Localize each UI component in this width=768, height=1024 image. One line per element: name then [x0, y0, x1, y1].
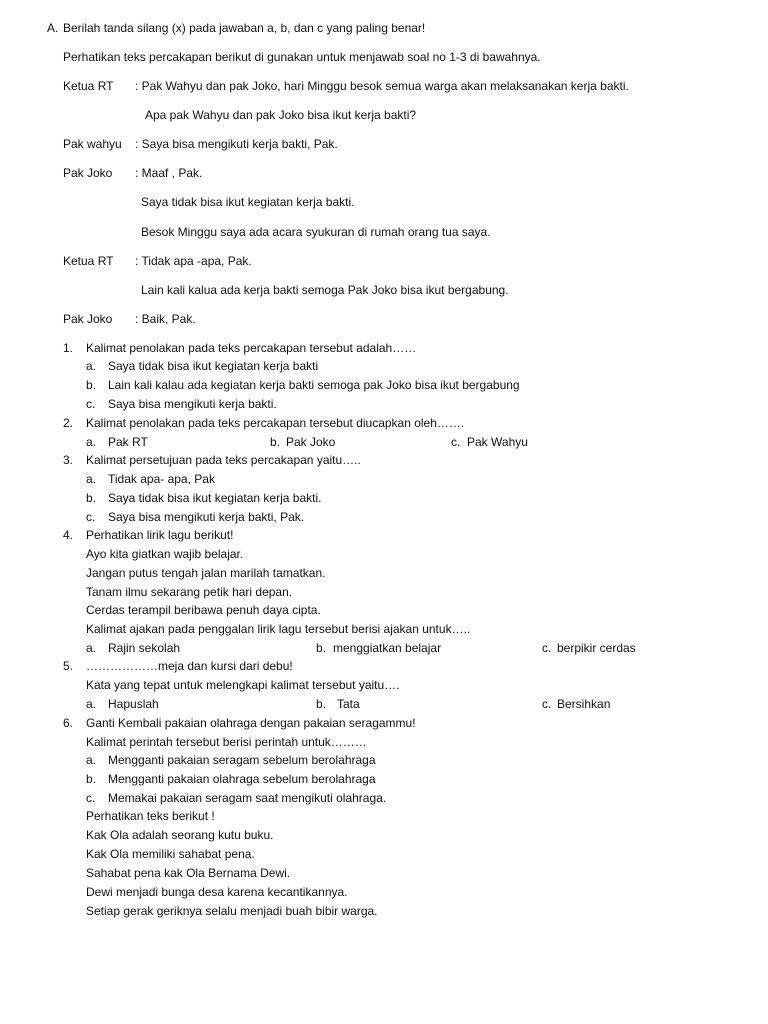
speaker-name: Pak Joko [63, 166, 113, 180]
text-line: Kak Ola adalah seorang kutu buku. [86, 828, 274, 842]
speaker-name: Ketua RT [63, 254, 114, 268]
lyric-line: Ayo kita giatkan wajib belajar. [86, 547, 244, 561]
option-letter: c. [451, 435, 461, 449]
option-letter: c. [86, 510, 96, 524]
option-text: Rajin sekolah [108, 641, 181, 655]
section-instruction: Berilah tanda silang (x) pada jawaban a, b, dan c yang paling benar! [63, 21, 426, 35]
question-number: 4. [63, 528, 74, 542]
option-letter: a. [86, 472, 97, 486]
option-text: Saya tidak bisa ikut kegiatan kerja bakti. [108, 491, 322, 505]
option-letter: b. [86, 491, 97, 505]
question-text: Kalimat perintah tersebut berisi perintah untuk……… [86, 735, 367, 749]
option-letter: c. [542, 697, 552, 711]
question-text: ………………meja dan kursi dari debu! [86, 659, 293, 673]
option-text: Mengganti pakaian seragam sebelum berolahraga [108, 753, 376, 767]
question-number: 5. [63, 659, 74, 673]
option-letter: a. [86, 697, 97, 711]
dialogue-line: : Maaf , Pak. [135, 166, 203, 180]
option-text: Mengganti pakaian olahraga sebelum berolahraga [108, 772, 376, 786]
dialogue-line: : Baik, Pak. [135, 312, 196, 326]
section-letter: A. [47, 21, 59, 35]
option-letter: c. [86, 397, 96, 411]
option-letter: a. [86, 359, 97, 373]
option-letter: b. [316, 697, 327, 711]
question-text: Ganti Kembali pakaian olahraga dengan pakaian seragammu! [86, 716, 416, 730]
option-letter: c. [86, 791, 96, 805]
option-text: menggiatkan belajar [333, 641, 442, 655]
option-text: Pak Wahyu [467, 435, 528, 449]
question-text: Kalimat persetujuan pada teks percakapan yaitu….. [86, 453, 361, 467]
option-letter: b. [316, 641, 327, 655]
question-number: 1. [63, 341, 74, 355]
option-text: Saya tidak bisa ikut kegiatan kerja bakti [108, 359, 319, 373]
lyric-line: Jangan putus tengah jalan marilah tamatkan. [86, 566, 326, 580]
option-text: Memakai pakaian seragam saat mengikuti olahraga. [108, 791, 387, 805]
dialogue-line: Besok Minggu saya ada acara syukuran di rumah orang tua saya. [141, 225, 491, 239]
question-number: 6. [63, 716, 74, 730]
dialogue-line: : Pak Wahyu dan pak Joko, hari Minggu besok semua warga akan melaksanakan kerja bakti. [135, 79, 629, 93]
question-text: Kata yang tepat untuk melengkapi kalimat tersebut yaitu…. [86, 678, 400, 692]
option-text: Hapuslah [108, 697, 159, 711]
option-letter: b. [86, 772, 97, 786]
lyric-line: Cerdas terampil beribawa penuh daya cipta. [86, 603, 321, 617]
dialogue-intro: Perhatikan teks percakapan berikut di gunakan untuk menjawab soal no 1-3 di bawahnya. [63, 50, 541, 64]
option-letter: a. [86, 435, 97, 449]
dialogue-line: Saya tidak bisa ikut kegiatan kerja bakti. [141, 195, 355, 209]
speaker-name: Pak wahyu [63, 137, 122, 151]
text-line: Setiap gerak geriknya selalu menjadi buah bibir warga. [86, 904, 378, 918]
option-letter: c. [542, 641, 552, 655]
dialogue-line: Apa pak Wahyu dan pak Joko bisa ikut kerja bakti? [145, 108, 417, 122]
option-text: Tata [337, 697, 360, 711]
question-text: Perhatikan lirik lagu berikut! [86, 528, 234, 542]
dialogue-line: : Tidak apa -apa, Pak. [135, 254, 252, 268]
option-letter: b. [270, 435, 281, 449]
option-letter: a. [86, 641, 97, 655]
text-line: Kak Ola memiliki sahabat pena. [86, 847, 255, 861]
option-text: Bersihkan [557, 697, 611, 711]
text-line: Dewi menjadi bunga desa karena kecantikannya. [86, 885, 348, 899]
speaker-name: Pak Joko [63, 312, 113, 326]
option-text: Lain kali kalau ada kegiatan kerja bakti semoga pak Joko bisa ikut bergabung [108, 378, 520, 392]
option-letter: b. [86, 378, 97, 392]
option-letter: a. [86, 753, 97, 767]
option-text: Saya bisa mengikuti kerja bakti. [108, 397, 277, 411]
dialogue-line: Lain kali kalua ada kerja bakti semoga Pak Joko bisa ikut bergabung. [141, 283, 509, 297]
option-text: Pak RT [108, 435, 148, 449]
question-text: Kalimat penolakan pada teks percakapan tersebut adalah…… [86, 341, 417, 355]
option-text: Saya bisa mengikuti kerja bakti, Pak. [108, 510, 305, 524]
option-text: Tidak apa- apa, Pak [108, 472, 215, 486]
text-line: Sahabat pena kak Ola Bernama Dewi. [86, 866, 291, 880]
text-line: Perhatikan teks berikut ! [86, 809, 215, 823]
question-number: 2. [63, 416, 74, 430]
question-text: Kalimat penolakan pada teks percakapan tersebut diucapkan oleh……. [86, 416, 465, 430]
option-text: berpikir cerdas [557, 641, 636, 655]
lyric-line: Tanam ilmu sekarang petik hari depan. [86, 585, 293, 599]
dialogue-line: : Saya bisa mengikuti kerja bakti, Pak. [135, 137, 338, 151]
speaker-name: Ketua RT [63, 79, 114, 93]
question-text: Kalimat ajakan pada penggalan lirik lagu tersebut berisi ajakan untuk….. [86, 622, 471, 636]
question-number: 3. [63, 453, 74, 467]
option-text: Pak Joko [286, 435, 336, 449]
